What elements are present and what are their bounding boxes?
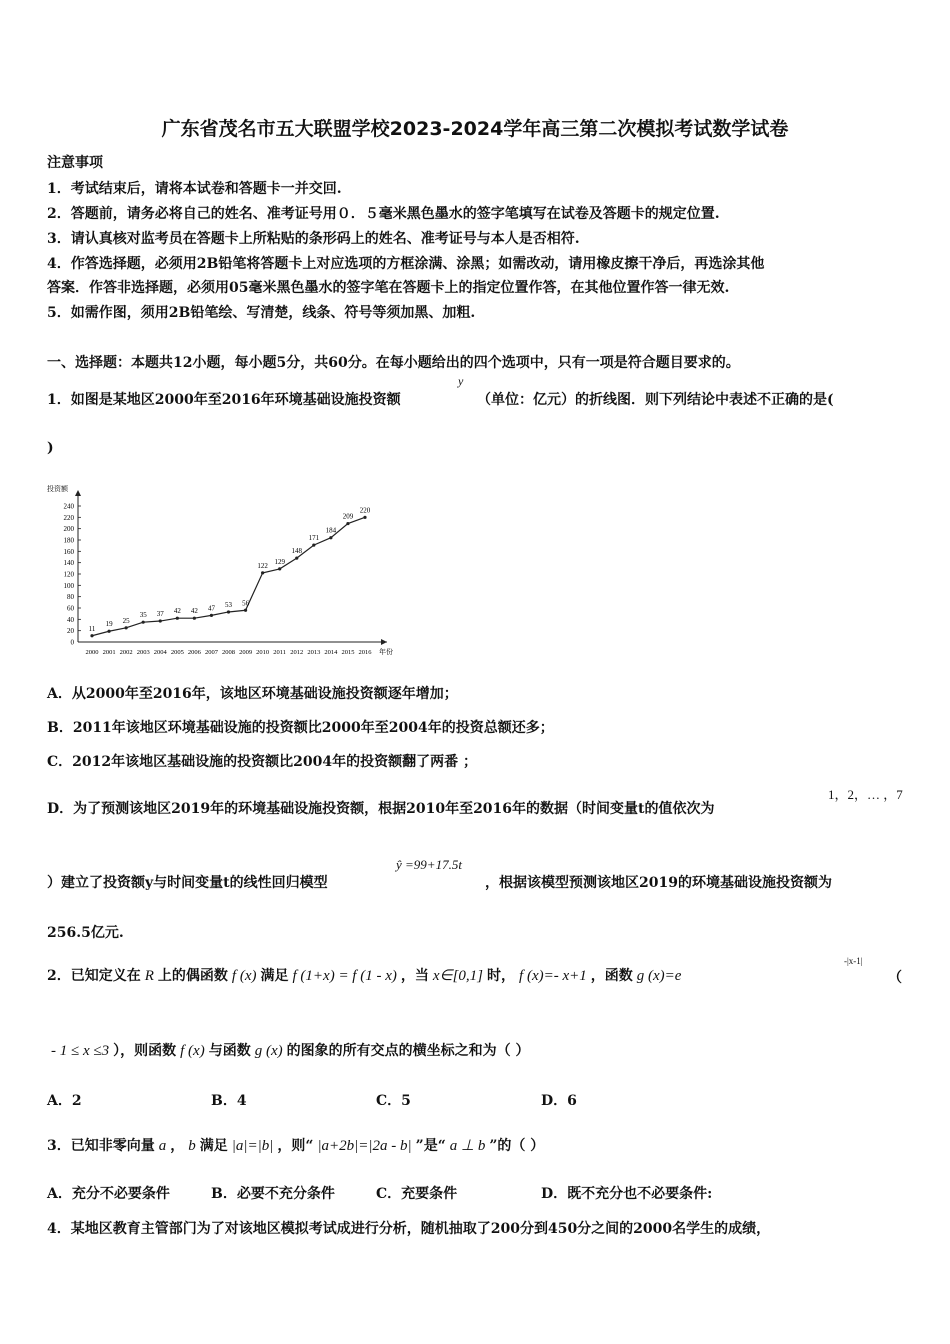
q2-option-a: A．2 [47, 1093, 82, 1109]
math-expression: |a+2b|=|2a - b| [317, 1138, 412, 1154]
data-label: 148 [291, 547, 302, 556]
q1-option-a: A．从2000年至2016年，该地区环境基础设施投资额逐年增加； [47, 686, 458, 702]
text-run: ”的（ ） [489, 1138, 545, 1154]
x-tick-label: 2001 [102, 649, 116, 656]
x-tick-label: 2016 [358, 649, 372, 656]
section-heading: 一、选择题：本题共12小题，每小题5分，共60分。在每小题给出的四个选项中，只有一项是符合题目要求的。 [47, 355, 740, 371]
x-axis-label: 年份 [379, 648, 393, 656]
data-point [312, 544, 315, 547]
y-tick-label: 60 [67, 604, 74, 613]
x-tick-label: 2010 [256, 649, 270, 656]
y-axis-arrow [75, 490, 81, 496]
q2-stem-line1 [47, 965, 685, 985]
text-run: 3．已知非零向量 [47, 1138, 155, 1154]
notice-item: 4．作答选择题，必须用2B铅笔将答题卡上对应选项的方框涂满、涂黑；如需改动，请用橡皮擦干净后，再选涂其他 [47, 256, 765, 272]
q2-option-d: D．6 [541, 1093, 577, 1109]
q2-option-c: C．5 [376, 1093, 411, 1109]
q3-stem [47, 1135, 544, 1155]
y-tick-label: 180 [63, 536, 74, 545]
q1-d-t-values: 1，2，… ，7 [828, 787, 903, 802]
x-tick-label: 2013 [307, 649, 321, 656]
q3-option-a: A．充分不必要条件 [47, 1186, 170, 1202]
math-expression: a ⊥ b [449, 1138, 486, 1154]
text-run: 满足 [260, 968, 289, 984]
data-point [107, 630, 110, 633]
q3-option-b: B．必要不充分条件 [211, 1186, 335, 1202]
x-tick-label: 2015 [341, 649, 355, 656]
q1-option-d-line2: ）建立了投资额y与时间变量t的线性回归模型 [47, 875, 328, 891]
data-label: 19 [105, 620, 113, 629]
y-axis-label: 投资额 [47, 485, 68, 493]
x-tick-label: 2004 [153, 649, 167, 656]
text-run: ， [170, 1138, 185, 1154]
y-tick-label: 20 [67, 627, 74, 636]
x-tick-label: 2003 [136, 649, 150, 656]
data-label: 53 [225, 600, 232, 609]
x-tick-label: 2008 [222, 649, 235, 656]
data-point [142, 621, 145, 624]
text-run: 2．已知定义在 [47, 968, 141, 984]
notice-heading: 注意事项 [47, 155, 103, 171]
q1-option-d-line2b: ，根据该模型预测该地区2019的环境基础设施投资额为 [485, 875, 832, 891]
notice-item: 5．如需作图，须用2B铅笔绘、写清楚，线条、符号等须加黑、加粗. [47, 305, 476, 321]
math-expression: x∈[0,1] [432, 968, 484, 984]
y-tick-label: 140 [63, 559, 74, 568]
data-label: 56 [242, 599, 250, 608]
x-axis-arrow [381, 639, 387, 645]
data-point [227, 610, 230, 613]
y-tick-label: 120 [63, 570, 74, 579]
math-expression: f (1+x) = f (1 - x) [292, 968, 397, 984]
data-label: 37 [156, 610, 164, 619]
math-expression: R [144, 968, 154, 984]
data-point [329, 536, 332, 539]
data-label: 122 [257, 561, 268, 570]
x-tick-label: 2011 [273, 649, 287, 656]
q2-exponent: -|x-1| [844, 956, 863, 966]
notice-item: 2．答题前，请务必将自己的姓名、准考证号用０．５毫米黑色墨水的签字笔填写在试卷及答题卡的规定位置. [47, 206, 720, 222]
q2-stem-line2 [47, 1040, 529, 1060]
y-tick-label: 80 [67, 593, 74, 602]
y-tick-label: 240 [63, 502, 74, 511]
x-tick-label: 2002 [119, 649, 133, 656]
y-tick-label: 160 [63, 547, 74, 556]
text-run: ），则函数 [113, 1043, 177, 1059]
q1-option-b: B．2011年该地区环境基础设施的投资额比2000年至2004年的投资总额还多； [47, 720, 554, 736]
text-run: 与函数 [208, 1043, 251, 1059]
q2-paren: （ [888, 970, 902, 986]
data-label: 209 [342, 512, 354, 521]
data-point [210, 614, 213, 617]
text-run: ，则“ [277, 1138, 314, 1154]
data-label: 220 [359, 506, 371, 515]
text-run: ”是“ [415, 1138, 446, 1154]
data-point [244, 609, 247, 612]
math-expression: f (x)=- x+1 [519, 968, 587, 984]
series-line [92, 517, 365, 635]
q1-stem-a: 1．如图是某地区2000年至2016年环境基础设施投资额 [47, 392, 401, 408]
text-run: 的图象的所有交点的横坐标之和为（ ） [286, 1043, 530, 1059]
math-expression: f (x) [231, 968, 257, 984]
x-tick-label: 2005 [170, 649, 184, 656]
notice-item: 3．请认真核对监考员在答题卡上所粘贴的条形码上的姓名、准考证号与本人是否相符. [47, 231, 580, 247]
notice-item: 答案．作答非选择题，必须用05毫米黑色墨水的签字笔在答题卡上的指定位置作答，在其他位置作答一律无效. [47, 280, 730, 296]
text-run: 时， [487, 968, 516, 984]
data-label: 42 [190, 607, 198, 616]
data-point [193, 617, 196, 620]
math-expression: g (x)=e [636, 968, 682, 984]
data-point [125, 626, 128, 629]
data-point [176, 617, 179, 620]
data-point [295, 557, 298, 560]
text-run: ，函数 [590, 968, 633, 984]
y-tick-label: 200 [63, 525, 74, 534]
text-run: ，当 [400, 968, 429, 984]
investment-line-chart [45, 482, 405, 662]
x-tick-label: 2007 [204, 649, 218, 656]
data-point [278, 567, 281, 570]
x-tick-label: 2009 [239, 649, 253, 656]
math-expression: |a|=|b| [231, 1138, 274, 1154]
q1-option-d-line3: 256.5亿元. [47, 925, 124, 941]
q3-option-c: C．充要条件 [376, 1186, 458, 1202]
x-tick-label: 2000 [85, 649, 99, 656]
y-tick-label: 220 [63, 513, 74, 522]
notice-item: 1．考试结束后，请将本试卷和答题卡一并交回. [47, 181, 342, 197]
x-tick-label: 2014 [324, 649, 338, 656]
math-expression: a [158, 1138, 167, 1154]
y-tick-label: 0 [70, 638, 74, 647]
math-expression: g (x) [254, 1043, 283, 1059]
data-label: 47 [207, 604, 215, 613]
data-label: 25 [122, 616, 130, 625]
x-tick-label: 2006 [187, 649, 201, 656]
q2-option-b: B．4 [211, 1093, 247, 1109]
y-tick-label: 100 [63, 581, 74, 590]
math-expression: f (x) [180, 1043, 205, 1059]
data-label: 129 [274, 557, 285, 566]
q1-stem-b: （单位：亿元）的折线图．则下列结论中表述不正确的是( [477, 392, 834, 408]
q1-stem-c: ) [47, 440, 54, 456]
q1-var-y: y [458, 374, 464, 388]
q4-stem: 4．某地区教育主管部门为了对该地区模拟考试成进行分析，随机抽取了200分到450分之间的2000名学生的成绩， [47, 1221, 771, 1237]
math-expression: - 1 ≤ x ≤3 [51, 1043, 110, 1059]
y-tick-label: 40 [67, 615, 74, 624]
data-point [90, 634, 93, 637]
x-tick-label: 2012 [290, 649, 304, 656]
math-expression: b [188, 1138, 196, 1154]
data-label: 11 [88, 624, 96, 633]
data-point [261, 571, 264, 574]
data-point [346, 522, 349, 525]
q1-option-d-line1: D．为了预测该地区2019年的环境基础设施投资额，根据2010年至2016年的数据（时间变量t的值依次为 [47, 801, 715, 817]
q1-option-c: C．2012年该地区基础设施的投资额比2004年的投资额翻了两番 ； [47, 754, 477, 770]
page-title: 广东省茂名市五大联盟学校2023-2024学年高三第二次模拟考试数学试卷 [161, 118, 789, 140]
q1-regression-model: ŷ =99+17.5t [396, 857, 462, 872]
text-run: 满足 [199, 1138, 228, 1154]
data-point [159, 619, 162, 622]
data-label: 184 [325, 526, 337, 535]
q3-option-d: D．既不充分也不必要条件: [541, 1186, 713, 1202]
data-label: 171 [308, 534, 320, 543]
text-run: 上的偶函数 [157, 968, 228, 984]
data-point [363, 516, 366, 519]
data-label: 42 [173, 607, 181, 616]
data-label: 35 [139, 611, 147, 620]
